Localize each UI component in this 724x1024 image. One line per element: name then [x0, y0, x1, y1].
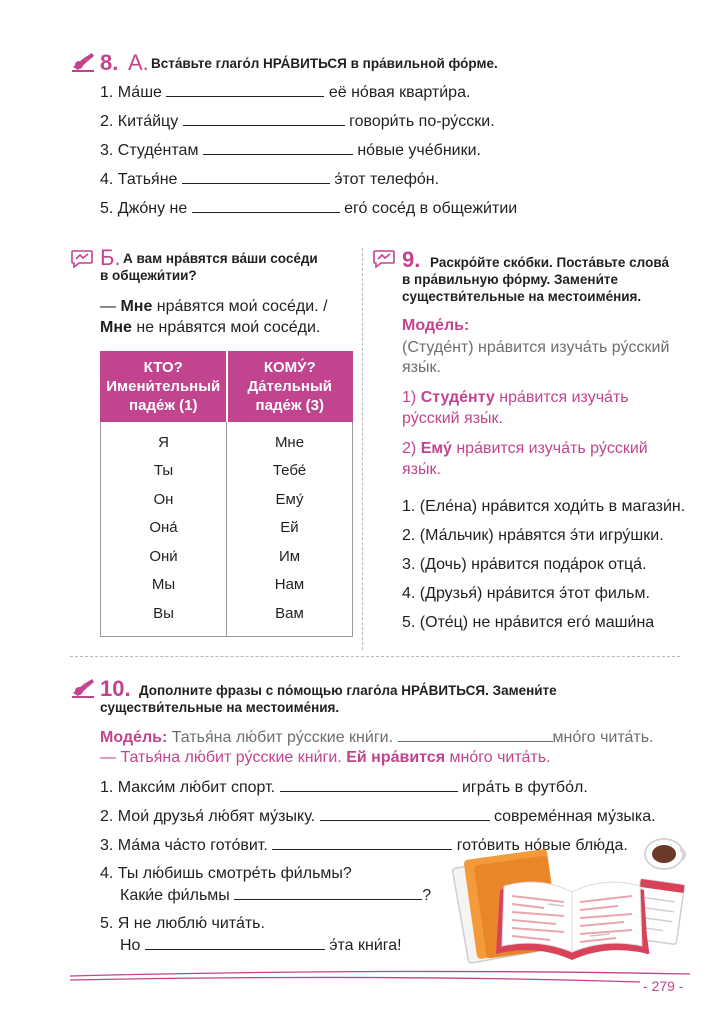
exercise-10-instruction-line-1: Дополните фразы с по́мощью глаго́ла НРА́ВИТЬСЯ. Замени́те — [139, 683, 557, 698]
ex8-item-1: 1. Ма́ше её но́вая кварти́ра. — [100, 84, 471, 101]
ex9-item-3: 3. (Дочь) нра́вится пода́рок отца́. — [402, 556, 647, 573]
table-row: Я Мне — [101, 422, 353, 457]
ex9-item-5: 5. (Оте́ц) не нра́вится его́ маши́на — [402, 614, 655, 631]
ex8-blank-1[interactable] — [166, 82, 324, 97]
table-row: Он Ему́ — [101, 485, 353, 514]
table-header-nominative: КТО? Имени́тельный паде́ж (1) — [101, 352, 227, 422]
ex9-model-label: Моде́ль: — [402, 317, 470, 334]
section-divider — [70, 656, 680, 657]
ex10-item-4-line-2: Каки́е фи́льмы ? — [120, 887, 432, 904]
ex10-item-3: 3. Ма́ма ча́сто гото́вит. гото́вить но́вые блю́да. — [100, 837, 628, 854]
ex8-blank-3[interactable] — [203, 140, 353, 155]
footer-decorative-lines — [0, 968, 724, 988]
exercise-9-instruction-line-1: Раскро́йте ско́бки. Поста́вьте слова́ — [430, 255, 669, 270]
ex9-item-2: 2. (Ма́льчик) нра́вятся э́ти игру́шки. — [402, 527, 664, 544]
ex9-model-line-2: язы́к. — [402, 359, 441, 376]
ex9-model-answer-2: 2) Ему́ нра́вится изуча́ть ру́сский — [402, 440, 648, 457]
speech-bubble-icon — [70, 249, 94, 269]
ex10-model: Моде́ль: Татья́на лю́бит ру́сские кни́ги. мно́го чита́ть. — [100, 729, 654, 746]
ex8-item-5: 5. Джо́ну не его́ сосе́д в общежи́тии — [100, 200, 518, 217]
ex10-blank-3[interactable] — [272, 835, 452, 850]
ex10-item-1: 1. Макси́м лю́бит спорт. игра́ть в футбо́л. — [100, 779, 588, 796]
ex10-blank-5[interactable] — [145, 935, 325, 950]
books-coffee-illustration — [440, 836, 690, 966]
speech-bubble-icon — [372, 249, 396, 269]
ex8-blank-2[interactable] — [183, 111, 345, 126]
ex9-item-4: 4. (Друзья́) нра́вится э́тот фильм. — [402, 585, 650, 602]
ex10-blank-4[interactable] — [234, 885, 422, 900]
ex8-blank-4[interactable] — [182, 169, 330, 184]
ex10-item-2: 2. Мои́ друзья́ лю́бят му́зыку. совреме́нная му́зыка. — [100, 808, 656, 825]
exercise-b-letter: Б. — [100, 245, 121, 270]
exercise-b-answer-line-2: Мне не нра́вятся мои́ сосе́ди. — [100, 319, 321, 336]
ex9-model-answer-2-line-2: язы́к. — [402, 461, 441, 478]
page-number: - 279 - — [643, 978, 684, 994]
table-header-dative: КОМУ́? Да́тельный паде́ж (3) — [227, 352, 353, 422]
exercise-9-number: 9. — [402, 247, 421, 272]
table-row: Она́ Ей — [101, 514, 353, 543]
exercise-9-instruction-line-2: в пра́вильную фо́рму. Замени́те — [402, 272, 618, 287]
open-book-icon — [496, 882, 648, 960]
exercise-8-letter: А. — [128, 50, 149, 75]
exercise-b-instruction-line-2: в общежи́тии? — [100, 268, 197, 283]
exercise-8-number: 8. — [100, 50, 119, 75]
ex9-model-line-1: (Студе́нт) нра́вится изуча́ть ру́сский — [402, 339, 670, 356]
column-divider — [362, 248, 363, 650]
table-row: Мы Нам — [101, 571, 353, 600]
writing-hand-icon — [70, 677, 96, 699]
ex10-item-5-line-2: Но э́та кни́га! — [120, 937, 402, 954]
ex8-item-4: 4. Татья́не э́тот телефо́н. — [100, 171, 440, 188]
table-row: Вы Вам — [101, 599, 353, 636]
ex10-item-5-line-1: 5. Я не люблю́ чита́ть. — [100, 915, 265, 932]
ex10-item-4-line-1: 4. Ты лю́бишь смотре́ть фи́льмы? — [100, 865, 352, 882]
table-row: Ты Тебе́ — [101, 457, 353, 486]
table-row: Они́ Им — [101, 542, 353, 571]
exercise-b-instruction-line-1: А вам нра́вятся ва́ши сосе́ди — [123, 251, 318, 266]
writing-hand-icon — [70, 51, 96, 73]
ex10-blank-1[interactable] — [280, 777, 458, 792]
ex10-blank-2[interactable] — [320, 806, 490, 821]
exercise-10-number: 10. — [100, 676, 131, 701]
ex9-model-answer-1: 1) Студе́нту нра́вится изуча́ть — [402, 389, 629, 406]
coffee-cup-icon — [645, 839, 685, 869]
ex9-item-1: 1. (Еле́на) нра́вится ходи́ть в магази́н. — [402, 498, 686, 515]
ex8-blank-5[interactable] — [192, 198, 340, 213]
exercise-10-instruction-line-2: существи́тельные на местоиме́ния. — [100, 700, 340, 715]
exercise-b-answer-line-1: — Мне нра́вятся мои́ сосе́ди. / — [100, 298, 328, 315]
ex10-model-blank — [398, 727, 553, 742]
pronoun-table — [100, 351, 353, 637]
exercise-8-instruction: Вста́вьте глаго́л НРА́ВИТЬСЯ в пра́вильной фо́рме. — [151, 56, 498, 71]
ex10-model-answer: — Татья́на лю́бит ру́сские кни́ги. Ей нра́вится мно́го чита́ть. — [100, 749, 551, 766]
ex9-model-answer-1-line-2: ру́сский язы́к. — [402, 410, 503, 427]
ex8-item-2: 2. Кита́йцу говори́ть по-ру́сски. — [100, 113, 495, 130]
exercise-9-instruction-line-3: существи́тельные на местоиме́ния. — [402, 289, 642, 304]
ex8-item-3: 3. Студе́нтам но́вые уче́бники. — [100, 142, 481, 159]
